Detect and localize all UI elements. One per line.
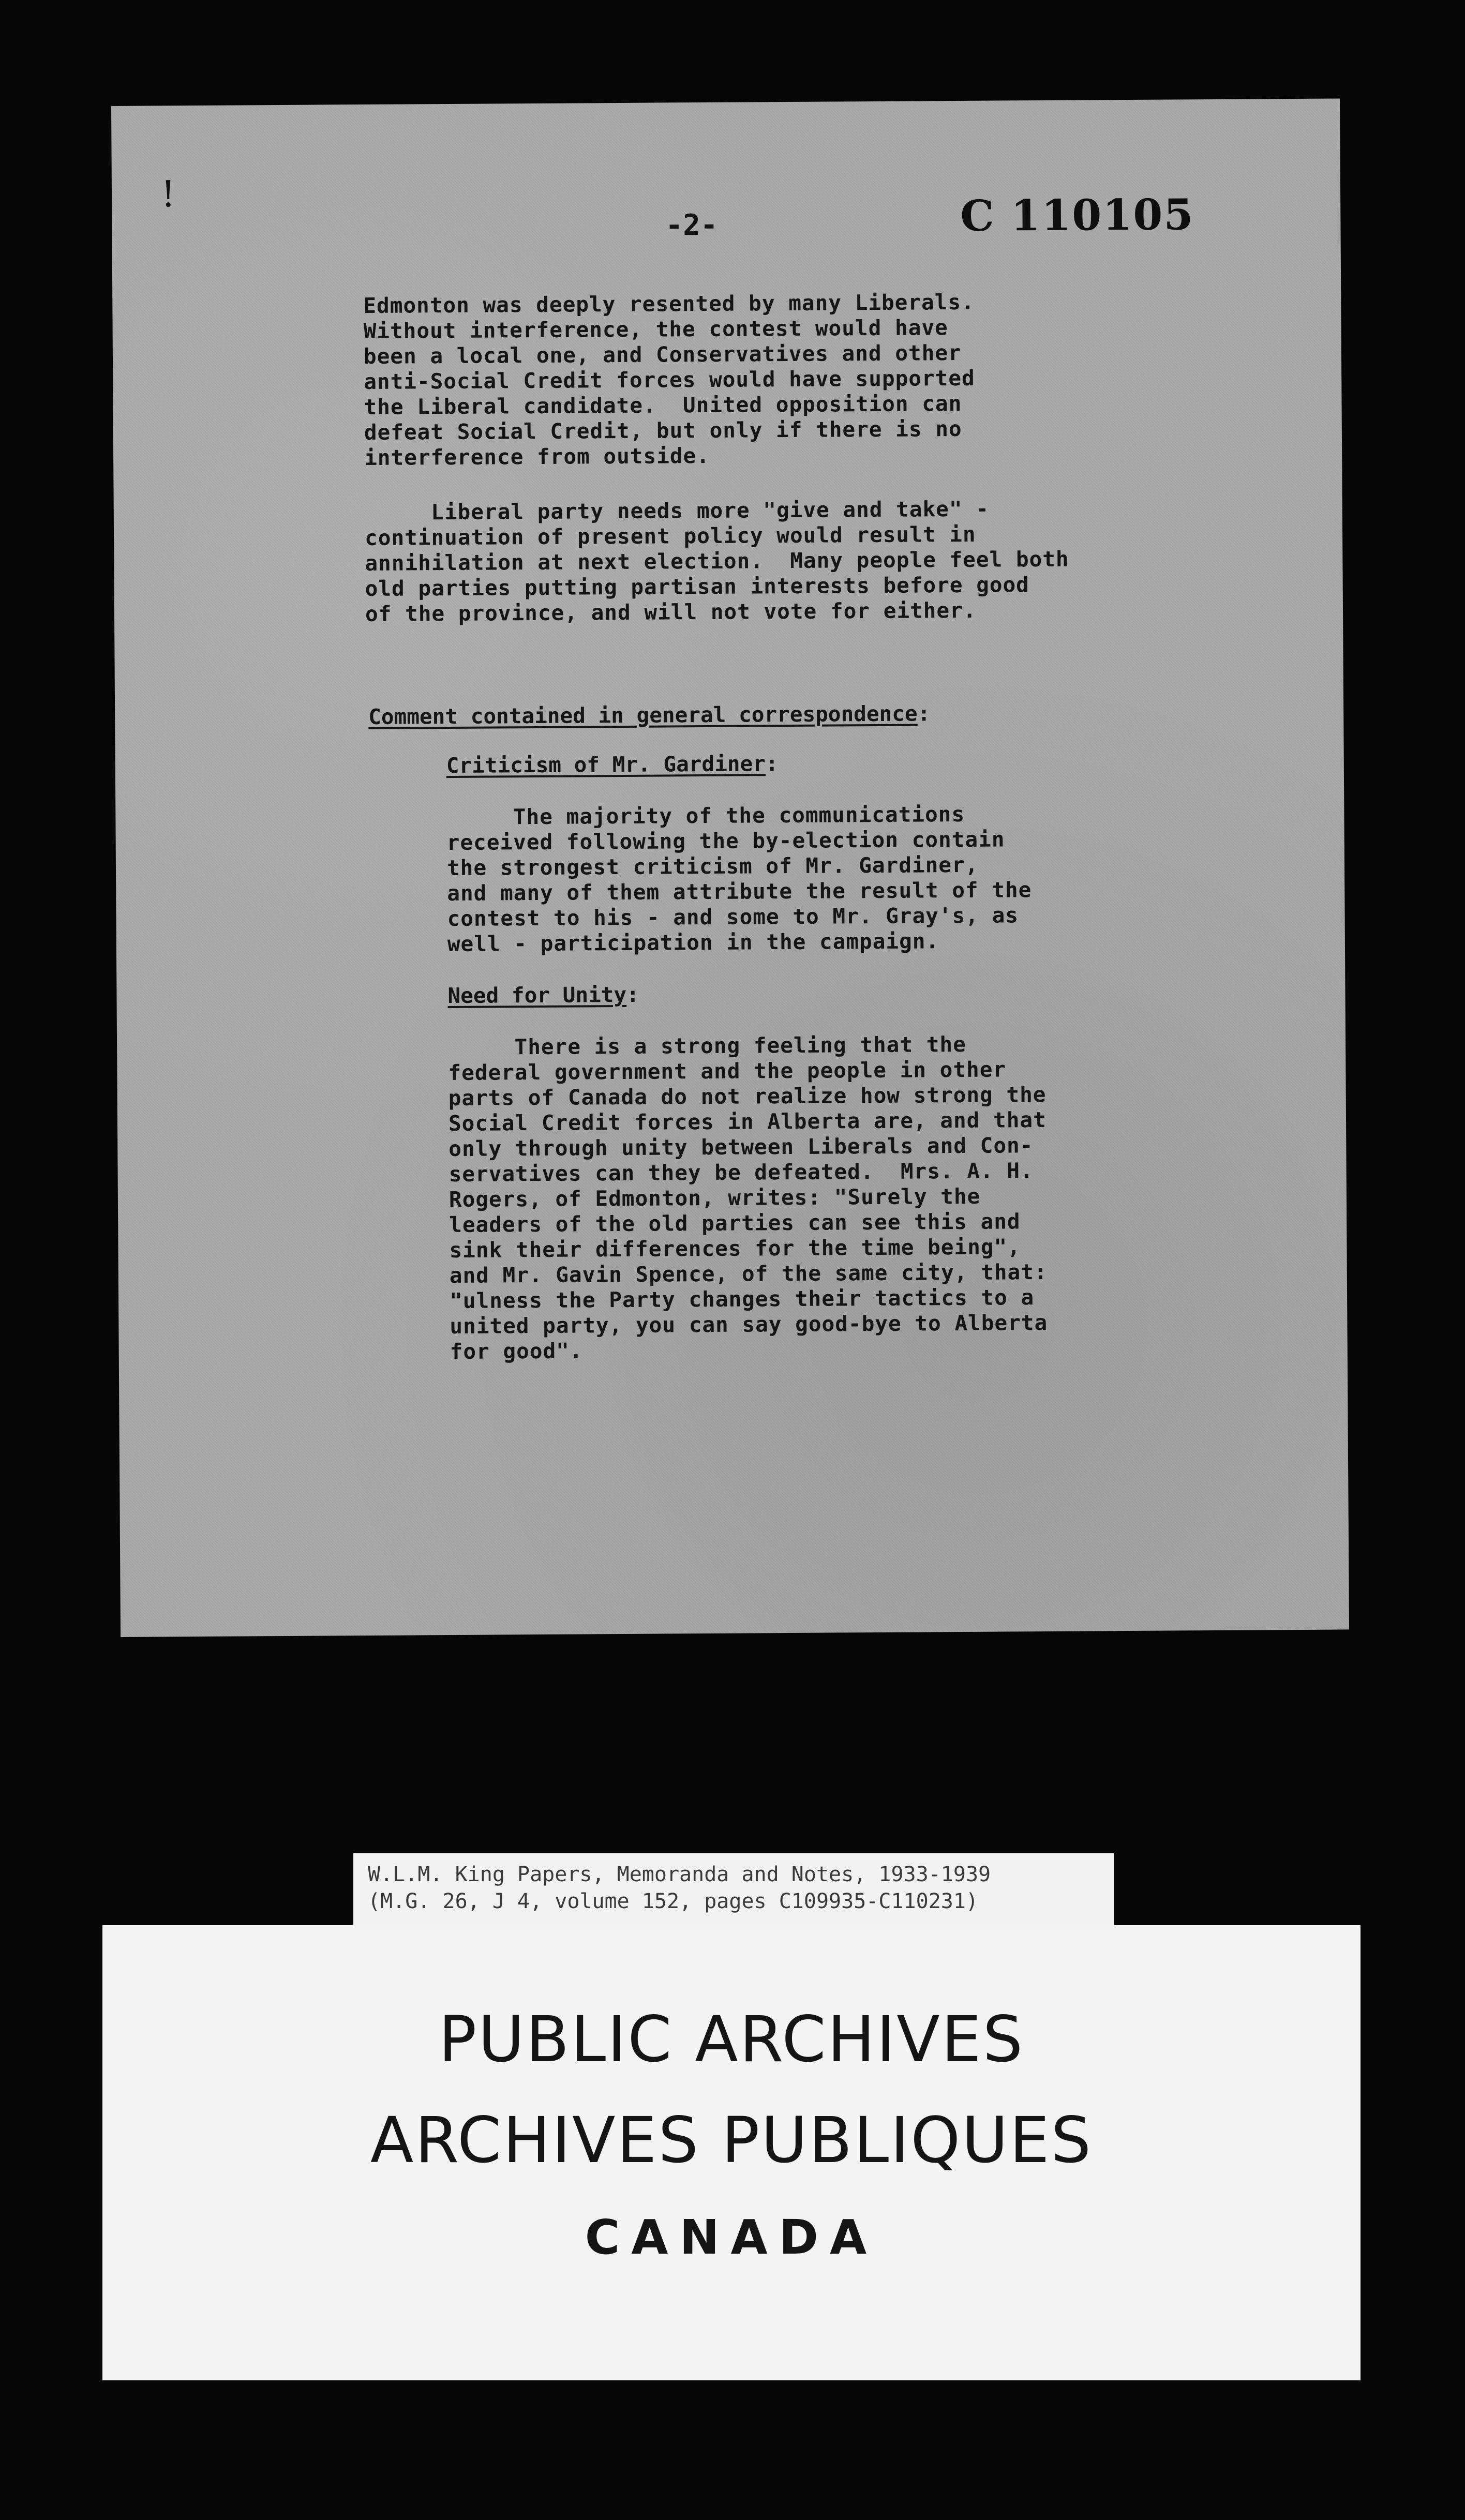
text-line: sink their differences for the time being", [449, 1234, 1021, 1263]
subheading-criticism-colon: : [765, 751, 779, 776]
text-line: annihilation at next election. Many people feel both [365, 546, 1069, 576]
text-line: "ulness the Party changes their tactics to a [449, 1285, 1035, 1314]
section-heading-text: Comment contained in general correspondence [368, 701, 918, 729]
text-line: There is a strong feeling that the [447, 1031, 966, 1060]
text-line: The majority of the communications [446, 801, 965, 830]
text-line: well - participation in the campaign. [447, 928, 939, 957]
text-line: received following the by-election contain [446, 827, 1005, 856]
citation-line-2: (M.G. 26, J 4, volume 152, pages C109935-C110231) [368, 1889, 979, 1913]
text-line: of the province, and will not vote for either. [365, 597, 977, 627]
text-line: Social Credit forces in Alberta are, and that [448, 1107, 1047, 1136]
text-line: united party, you can say good-bye to Alberta [450, 1310, 1048, 1339]
corner-mark: ! [160, 173, 176, 216]
archive-card-line-3: CANADA [585, 2210, 878, 2265]
text-line: the strongest criticism of Mr. Gardiner, [446, 852, 979, 881]
text-line: old parties putting partisan interests before good [365, 572, 1030, 602]
text-line: Liberal party needs more "give and take" - [364, 496, 990, 526]
text-line: anti-Social Credit forces would have supported [364, 365, 975, 395]
section-heading [368, 701, 930, 729]
text-line: federal government and the people in other [448, 1057, 1007, 1086]
text-line: for good". [450, 1338, 583, 1364]
subheading-criticism-text: Criticism of Mr. Gardiner [446, 751, 766, 778]
archive-card-line-2: ARCHIVES PUBLIQUES [370, 2104, 1093, 2177]
text-line: Rogers, of Edmonton, writes: "Surely the [449, 1183, 981, 1212]
subheading-criticism [446, 751, 779, 778]
subheading-unity-colon: : [626, 982, 639, 1007]
text-line: servatives can they be defeated. Mrs. A. H. [449, 1158, 1034, 1187]
text-line: the Liberal candidate. United opposition can [364, 391, 962, 420]
typed-memo-page [111, 98, 1349, 1637]
citation-line-1: W.L.M. King Papers, Memoranda and Notes, 1933-1939 [368, 1863, 991, 1886]
citation-strip [353, 1853, 1114, 1926]
section-heading-colon: : [917, 701, 931, 726]
paragraph-4 [448, 1031, 1048, 1364]
text-line: contest to his - and some to Mr. Gray's, as [447, 903, 1019, 932]
text-line: defeat Social Credit, but only if there is no [364, 416, 962, 445]
text-line: only through unity between Liberals and Con- [449, 1133, 1034, 1162]
text-line: parts of Canada do not realize how strong the [448, 1082, 1047, 1111]
paragraph-1 [363, 290, 976, 471]
archive-card-line-1: PUBLIC ARCHIVES [438, 2003, 1025, 2076]
text-line: leaders of the old parties can see this and [449, 1209, 1021, 1238]
text-line: and many of them attribute the result of the [447, 877, 1032, 906]
text-line: and Mr. Gavin Spence, of the same city, that: [449, 1259, 1048, 1288]
page-number: -2- [665, 208, 718, 243]
subheading-unity-text: Need for Unity [447, 982, 627, 1009]
archive-title-card [102, 1925, 1361, 2380]
text-line: Without interference, the contest would have [363, 315, 948, 344]
paragraph-2 [365, 496, 1070, 627]
subheading-unity [447, 982, 639, 1008]
archive-stamp-number: C 110105 [960, 190, 1194, 241]
text-line: interference from outside. [364, 443, 710, 471]
paragraph-3 [446, 801, 1032, 957]
text-line: Edmonton was deeply resented by many Liberals. [363, 289, 975, 319]
text-line: been a local one, and Conservatives and other [363, 340, 962, 369]
text-line: continuation of present policy would result in [364, 521, 976, 551]
